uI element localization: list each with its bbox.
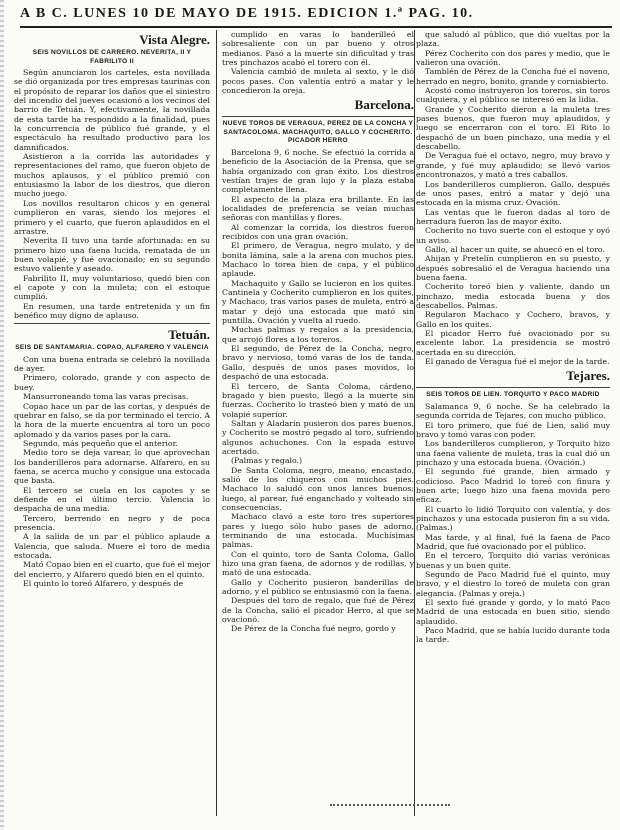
article-paragraph: Muchas palmas y regalos a la presidencia, que arrojó flores a los toreros.	[222, 325, 414, 344]
article-paragraph: Pérez Cocherito con dos pares y medio, que le valieron una ovación.	[416, 48, 610, 68]
article-paragraph: Según anunciaron los carteles, esta novillada se dió organizada por tres empresas taurinas con el propósito de reparar los daños que el siniestro del incendio del jueves ocasionó a los vecinos del barrio de Tetuán. Y, efectivamente, la novillada de esta tarde ha respondido a la finalidad, pues la concurrencia de público fué grande, y el espectáculo ha resultado productivo para los damnificados.	[14, 68, 210, 152]
article-paragraph: Gallo y Cocherito pusieron banderillas de adorno, y el público se entusiasmó con la faena.	[222, 577, 414, 597]
article-paragraph: Regularon Machaco y Cochero, bravos, y Gallo en los quites.	[416, 310, 610, 329]
article-paragraph: De Pérez de la Concha fué negro, gordo y	[231, 624, 396, 634]
article-paragraph: Valencia cambió de muleta al sexto, y le dió pocos pases. Con valentía entró a matar y le concedieron la oreja.	[222, 67, 414, 96]
article-paragraph: Ahijan y Pretelín cumplieron en su puesto, y después sobresalió el de Veragua haciendo una buena faena.	[416, 254, 610, 282]
section-divider	[416, 387, 610, 388]
article-paragraph: Las ventas que le fueron dadas al toro de herradura fueron las de mayor éxito.	[416, 207, 610, 226]
section-title-tejares: Tejares.	[566, 368, 610, 384]
article-paragraph: Machaquito y Gallo se lucieron en los quites. Cantinela y Cocherito cumplieron en los quites, y Machaco, tras varios pases de muleta, entró a matar y dejó una estocada que mató sin puntilla. Ovación y vuelta al ruedo.	[222, 278, 414, 326]
section-subtitle: SEIS TOROS DE LIEN. TORQUITO Y PACO MADRID	[426, 391, 600, 399]
section-title-barcelona: Barcelona.	[354, 97, 414, 113]
article-paragraph: Salamanca 9, 6 noche. Se ha celebrado la segunda corrida de Tejares, con mucho público.	[416, 401, 610, 421]
article-paragraph: Mansurroneando toma las varas precisas.	[23, 392, 189, 402]
article-paragraph: Los banderilleros cumplieron. Gallo, después de unos pases, entró a matar y dejó una estocada en la misma cruz. Ovación.	[416, 179, 610, 208]
article-paragraph: Saltan y Aladarín pusieron dos pares buenos, y Cocherito se mostró pegado al toro, sufriendo algunos achuchones. Con la espada estuvo acertado.	[222, 418, 414, 456]
article-paragraph: Mas tarde, y al final, fué la faena de Paco Madrid, que fué ovacionado por el público.	[416, 532, 610, 552]
article-paragraph: El primero, de Veragua, negro mulato, y de bonita lámina, sale a la arena con muchos pies. Machaco lo torea bien de capa, y el público aplaude.	[222, 241, 414, 279]
article-paragraph: El picador Herro fué ovacionado por su excelente labor. La presidencia se mostró acertada en su dirección.	[416, 329, 610, 357]
article-paragraph: Neverita II tuvo una tarde afortunada: en su primero hizo una faena lucida, rematada de un buen volapié, y fué ovacionado; en su segundo estuvo valiente y aseado.	[14, 236, 210, 274]
article-paragraph: De Veragua fué el octavo, negro, muy bravo y grande, y fué muy aplaudido; se llevó varios encontronazos, y mató a tres caballos.	[416, 151, 610, 180]
article-paragraph: Fabrilito II, muy voluntarioso, quedó bien con el capote y con la muleta; con el estoque cumplió.	[14, 273, 210, 302]
masthead	[20, 4, 612, 28]
article-paragraph: Grande y Cocherito dieron a la muleta tres pases buenos, que fueron muy aplaudidos, y luego se encerraron con el toro. El Rito lo despachó de un buen pinchazo, una media y el descabello.	[416, 104, 610, 152]
column-rule	[216, 30, 217, 816]
article-paragraph: El toro primero, que fué de Lien, salió muy bravo y tomó varas con poder.	[416, 420, 610, 439]
article-paragraph: Los novillos resultaron chicos y en general cumplieron en varas, siendo los mejores el primero y el cuarto, que fueron aplaudidos en el arrastre.	[14, 198, 210, 236]
masthead-text: A B C. LUNES 10 DE MAYO DE 1915. EDICION 1.ª PAG. 10.	[20, 6, 474, 21]
section-subtitle: SEIS DE SANTAMARIA. COPAO, ALFARERO Y VALENCIA	[15, 344, 209, 352]
article-paragraph: Cocherito toreó bien y valiente, dando un pinchazo, media estocada buena y dos descabellos. Palmas.	[416, 282, 610, 310]
article-paragraph: El sexto fué grande y gordo, y lo mató Paco Madrid de una estocada en buen sitio, siendo aplaudido.	[416, 598, 610, 626]
article-paragraph: Mató Copao bien en el cuarto, que fué el mejor del encierro, y Alfarero quedó bien en el quinto.	[14, 560, 210, 579]
article-paragraph: Gallo, al hacer un quite, se ahuecó en el toro.	[425, 244, 605, 254]
article-paragraph: El aspecto de la plaza era brillante. En las localidades de preferencia se veían muchas señoras con mantillas y flores.	[222, 194, 414, 223]
article-paragraph: Los banderilleros cumplieron, y Torquito hizo una faena valiente de muleta, tras la cual dió un pinchazo y una estocada buena. (Ovación.)	[416, 439, 610, 467]
article-paragraph: Segundo, más pequeño que el anterior.	[23, 438, 178, 448]
article-paragraph: Paco Madrid, que se había lucido durante toda la tarde.	[416, 626, 610, 645]
article-paragraph: Primero, colorado, grande y con aspecto de buey.	[14, 373, 210, 392]
section-subtitle: NUEVE TOROS DE VERAGUA, PEREZ DE LA CONCHA Y SANTACOLOMA. MACHAQUITO, GALLO Y COCHERITO. PICADOR HERRO	[222, 120, 414, 145]
article-paragraph: que saludó al público, que dió vueltas por la plaza.	[416, 30, 610, 49]
article-paragraph: Con el quinto, toro de Santa Coloma, Gallo hizo una gran faena, de adornos y de rodillas, y mató de una estocada.	[222, 549, 414, 578]
article-paragraph: El cuarto lo lidió Torquito con valentía, y dos pinchazos y una estocada pusieron fin a su vida. (Palmas.)	[416, 504, 610, 533]
article-paragraph: En resumen, una tarde entretenida y un fin benéfico muy digno de aplauso.	[14, 301, 210, 320]
column-2	[222, 30, 414, 824]
footer-ornament	[330, 804, 450, 809]
section-title-vista-alegre: Vista Alegre.	[139, 32, 210, 47]
article-paragraph: Con una buena entrada se celebró la novillada de ayer.	[14, 354, 210, 374]
article-paragraph: El segundo fué grande, bien armado y codicioso. Paco Madrid lo toreó con finura y buen arte; luego hizo una faena movida pero eficaz.	[416, 467, 610, 505]
article-paragraph: Barcelona 9, 6 noche. Se efectuó la corrida a beneficio de la Asociación de la Prensa, que se había organizado con gran éxito. Los diestros vestían trajes de gran lujo y la plaza estaba completamente llena.	[222, 147, 414, 195]
article-paragraph: Cocherito no tuvo suerte con el estoque y oyó un aviso.	[416, 226, 610, 245]
article-paragraph: Segundo de Paco Madrid fué el quinto, muy bravo, y el diestro lo toreó de muleta con gran elegancia. (Palmas y oreja.)	[416, 570, 610, 598]
article-paragraph: cumplido en varas lo banderilleó el sobresaliente con un par bueno y otros medianos. Pasó a la muerte sin dificultad y tras tres pinchazos acabó el torero con él.	[222, 30, 414, 68]
article-paragraph: Acostó como instruyeron los toreros, sin toros cualquiera, y el público se interesó en la lidia.	[416, 86, 610, 105]
article-paragraph: El quinto lo toreó Alfarero, y después de	[23, 579, 184, 589]
article-paragraph: (Palmas y regalo.)	[231, 456, 303, 466]
article-paragraph: Tamblén de Pérez de la Concha fué el noveno, herrado en negro, bonito, grande y corniabierto.	[416, 67, 610, 86]
section-divider	[222, 116, 414, 117]
article-paragraph: Copao hace un par de las cortas, y después de quebrar en falso, se da por terminado el tercio. A la hora de la muerte encuentra al toro un poco aplomado y da varios pases por la cara.	[14, 401, 210, 439]
article-paragraph: El tercero se cuela en los capotes y se defiende en el último tercio. Valencia lo despacha de una media.	[14, 485, 210, 514]
article-paragraph: Asistieron a la corrida las autoridades y representaciones del ramo, que fueron objeto de muchos aplausos, y el público premió con entusiasmo la labor de los diestros, que dieron mucho juego.	[14, 152, 210, 199]
article-paragraph: Tercero, berrendo en negro y de poca presencia.	[14, 513, 210, 532]
column-rule	[414, 30, 415, 816]
article-paragraph: A la salida de un par el público aplaude a Valencia, que saluda. Muere el toro de media estocada.	[14, 532, 210, 560]
section-divider	[14, 323, 210, 324]
column-3	[416, 30, 610, 824]
page-edge	[0, 0, 4, 830]
article-paragraph: Al comenzar la corrida, los diestros fueron recibidos con una gran ovación.	[222, 222, 414, 241]
article-paragraph: El segundo, de Pérez de la Concha, negro, bravo y nervioso, tomó varas de los de tanda. Gallo, después de unos pases movidos, lo despachó de una estocada.	[222, 344, 414, 382]
article-paragraph: El tercero, de Santa Coloma, cárdeno, bragado y bien puesto, llegó a la muerte sin fuerzas. Cocherito lo trasteó bien y mató de un volapié superior.	[222, 381, 414, 419]
column-1	[14, 30, 210, 824]
article-paragraph: De Santa Coloma, negro, meano, encastado, salió de los chiqueros con muchos pies. Machaco lo saludó con unos lances buenos; luego, al parear, fué enganchado y volteado sin consecuencias.	[222, 465, 414, 512]
article-paragraph: Medio toro se deja varear, lo que aprovechan los banderilleros para adornarse. Alfarero, en su faena, se acerca mucho y consigue una estocada que basta.	[14, 448, 210, 486]
article-paragraph: Machaco clavó a este toro tres superiores pares y luego sólo hubo pases de adorno, terminando de una estocada. Muchísimas palmas.	[222, 512, 414, 550]
article-paragraph: En el tercero, Torquito dió varias verónicas buenas y un buen quite.	[416, 551, 610, 570]
section-subtitle: SEIS NOVILLOS DE CARRERO. NEVERITA, II Y FABRILITO II	[32, 49, 192, 65]
article-paragraph: El ganado de Veragua fué el mejor de la tarde.	[425, 357, 610, 367]
article-paragraph: Después del toro de regalo, que fué de Pérez de la Concha, salió el picador Herro, al que se ovacionó.	[222, 596, 414, 625]
section-title-tetuan: Tetuán.	[168, 327, 210, 343]
